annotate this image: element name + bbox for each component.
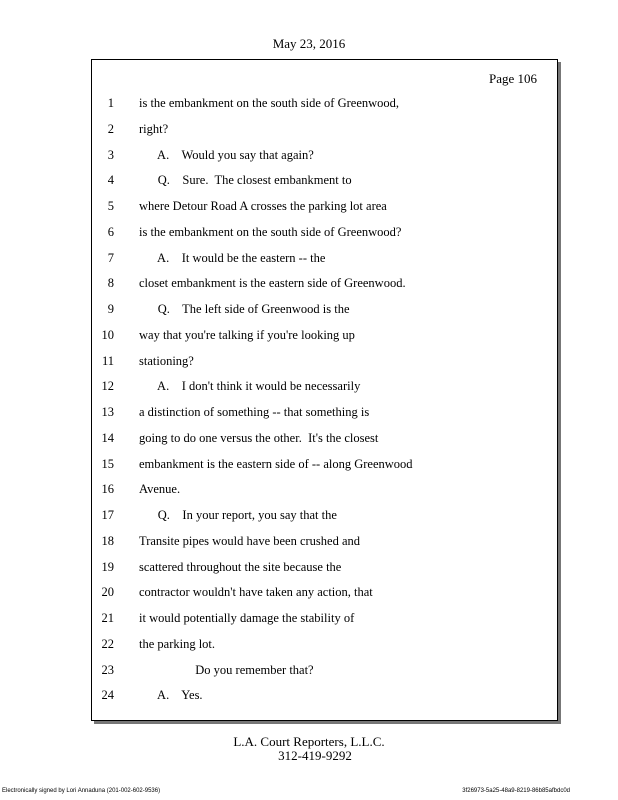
line-number: 16: [101, 482, 114, 497]
line-number: 19: [101, 559, 114, 574]
line-number: 8: [107, 276, 114, 291]
line-text: Q. Sure. The closest embankment to: [139, 173, 352, 188]
line-number: 11: [101, 353, 114, 368]
line-number: 10: [101, 327, 114, 342]
line-text: Transite pipes would have been crushed and: [139, 533, 361, 548]
page-number: Page 106: [488, 71, 537, 86]
line-number: 12: [101, 379, 114, 394]
line-number: 21: [101, 611, 114, 625]
line-text: A. Yes.: [139, 688, 203, 703]
line-text: stationing?: [139, 353, 194, 368]
line-number: 14: [101, 430, 114, 445]
line-number: 6: [107, 224, 114, 239]
line-number: 1: [107, 96, 114, 110]
line-text: A. It would be the eastern -- the: [139, 250, 326, 265]
line-number: 2: [107, 121, 114, 136]
transcript-page: [91, 59, 558, 721]
reporter-phone: 312-419-9292: [278, 748, 352, 763]
line-number: 7: [107, 250, 114, 265]
line-text: right?: [139, 121, 169, 136]
line-text: going to do one versus the other. It's the closest: [139, 430, 379, 445]
line-number: 5: [107, 199, 114, 213]
line-number: 24: [101, 688, 114, 703]
line-text: contractor wouldn't have taken any action, that: [139, 585, 373, 600]
line-text: scattered throughout the site because the: [139, 559, 342, 574]
line-text: the parking lot.: [139, 636, 216, 651]
line-number: 22: [101, 636, 114, 651]
line-text: is the embankment on the south side of Greenwood?: [139, 224, 402, 239]
electronic-signature: Electronically signed by Lori Annaduna (201-002-602-9536): [2, 788, 161, 794]
line-text: where Detour Road A crosses the parking lot area: [139, 199, 387, 213]
document-hash: 3f26973-5a25-48a9-8219-86b85afbdc0d: [462, 788, 570, 794]
line-text: way that you're talking if you're looking up: [139, 327, 355, 342]
line-number: 18: [101, 533, 114, 548]
line-text: A. I don't think it would be necessarily: [139, 379, 361, 394]
line-text: closet embankment is the eastern side of Greenwood.: [139, 276, 406, 291]
line-text: Q. In your report, you say that the: [139, 508, 337, 522]
transcript-date: May 23, 2016: [272, 36, 346, 51]
line-text: A. Would you say that again?: [139, 147, 314, 162]
line-number: 23: [101, 662, 114, 677]
reporter-company: L.A. Court Reporters, L.L.C.: [233, 734, 385, 749]
line-number: 17: [101, 508, 114, 522]
line-text: Do you remember that?: [139, 662, 314, 677]
line-number: 13: [101, 405, 114, 419]
line-text: a distinction of something -- that something is: [139, 405, 370, 419]
line-text: it would potentially damage the stability of: [139, 611, 355, 625]
line-number: 9: [107, 302, 114, 316]
line-number: 20: [101, 585, 114, 600]
line-number: 15: [101, 456, 114, 471]
line-text: embankment is the eastern side of -- along Greenwood: [139, 456, 413, 471]
line-text: Q. The left side of Greenwood is the: [139, 302, 350, 316]
line-number: 3: [107, 147, 114, 162]
line-number: 4: [107, 173, 114, 188]
line-text: Avenue.: [139, 482, 181, 497]
line-text: is the embankment on the south side of Greenwood,: [139, 96, 400, 110]
